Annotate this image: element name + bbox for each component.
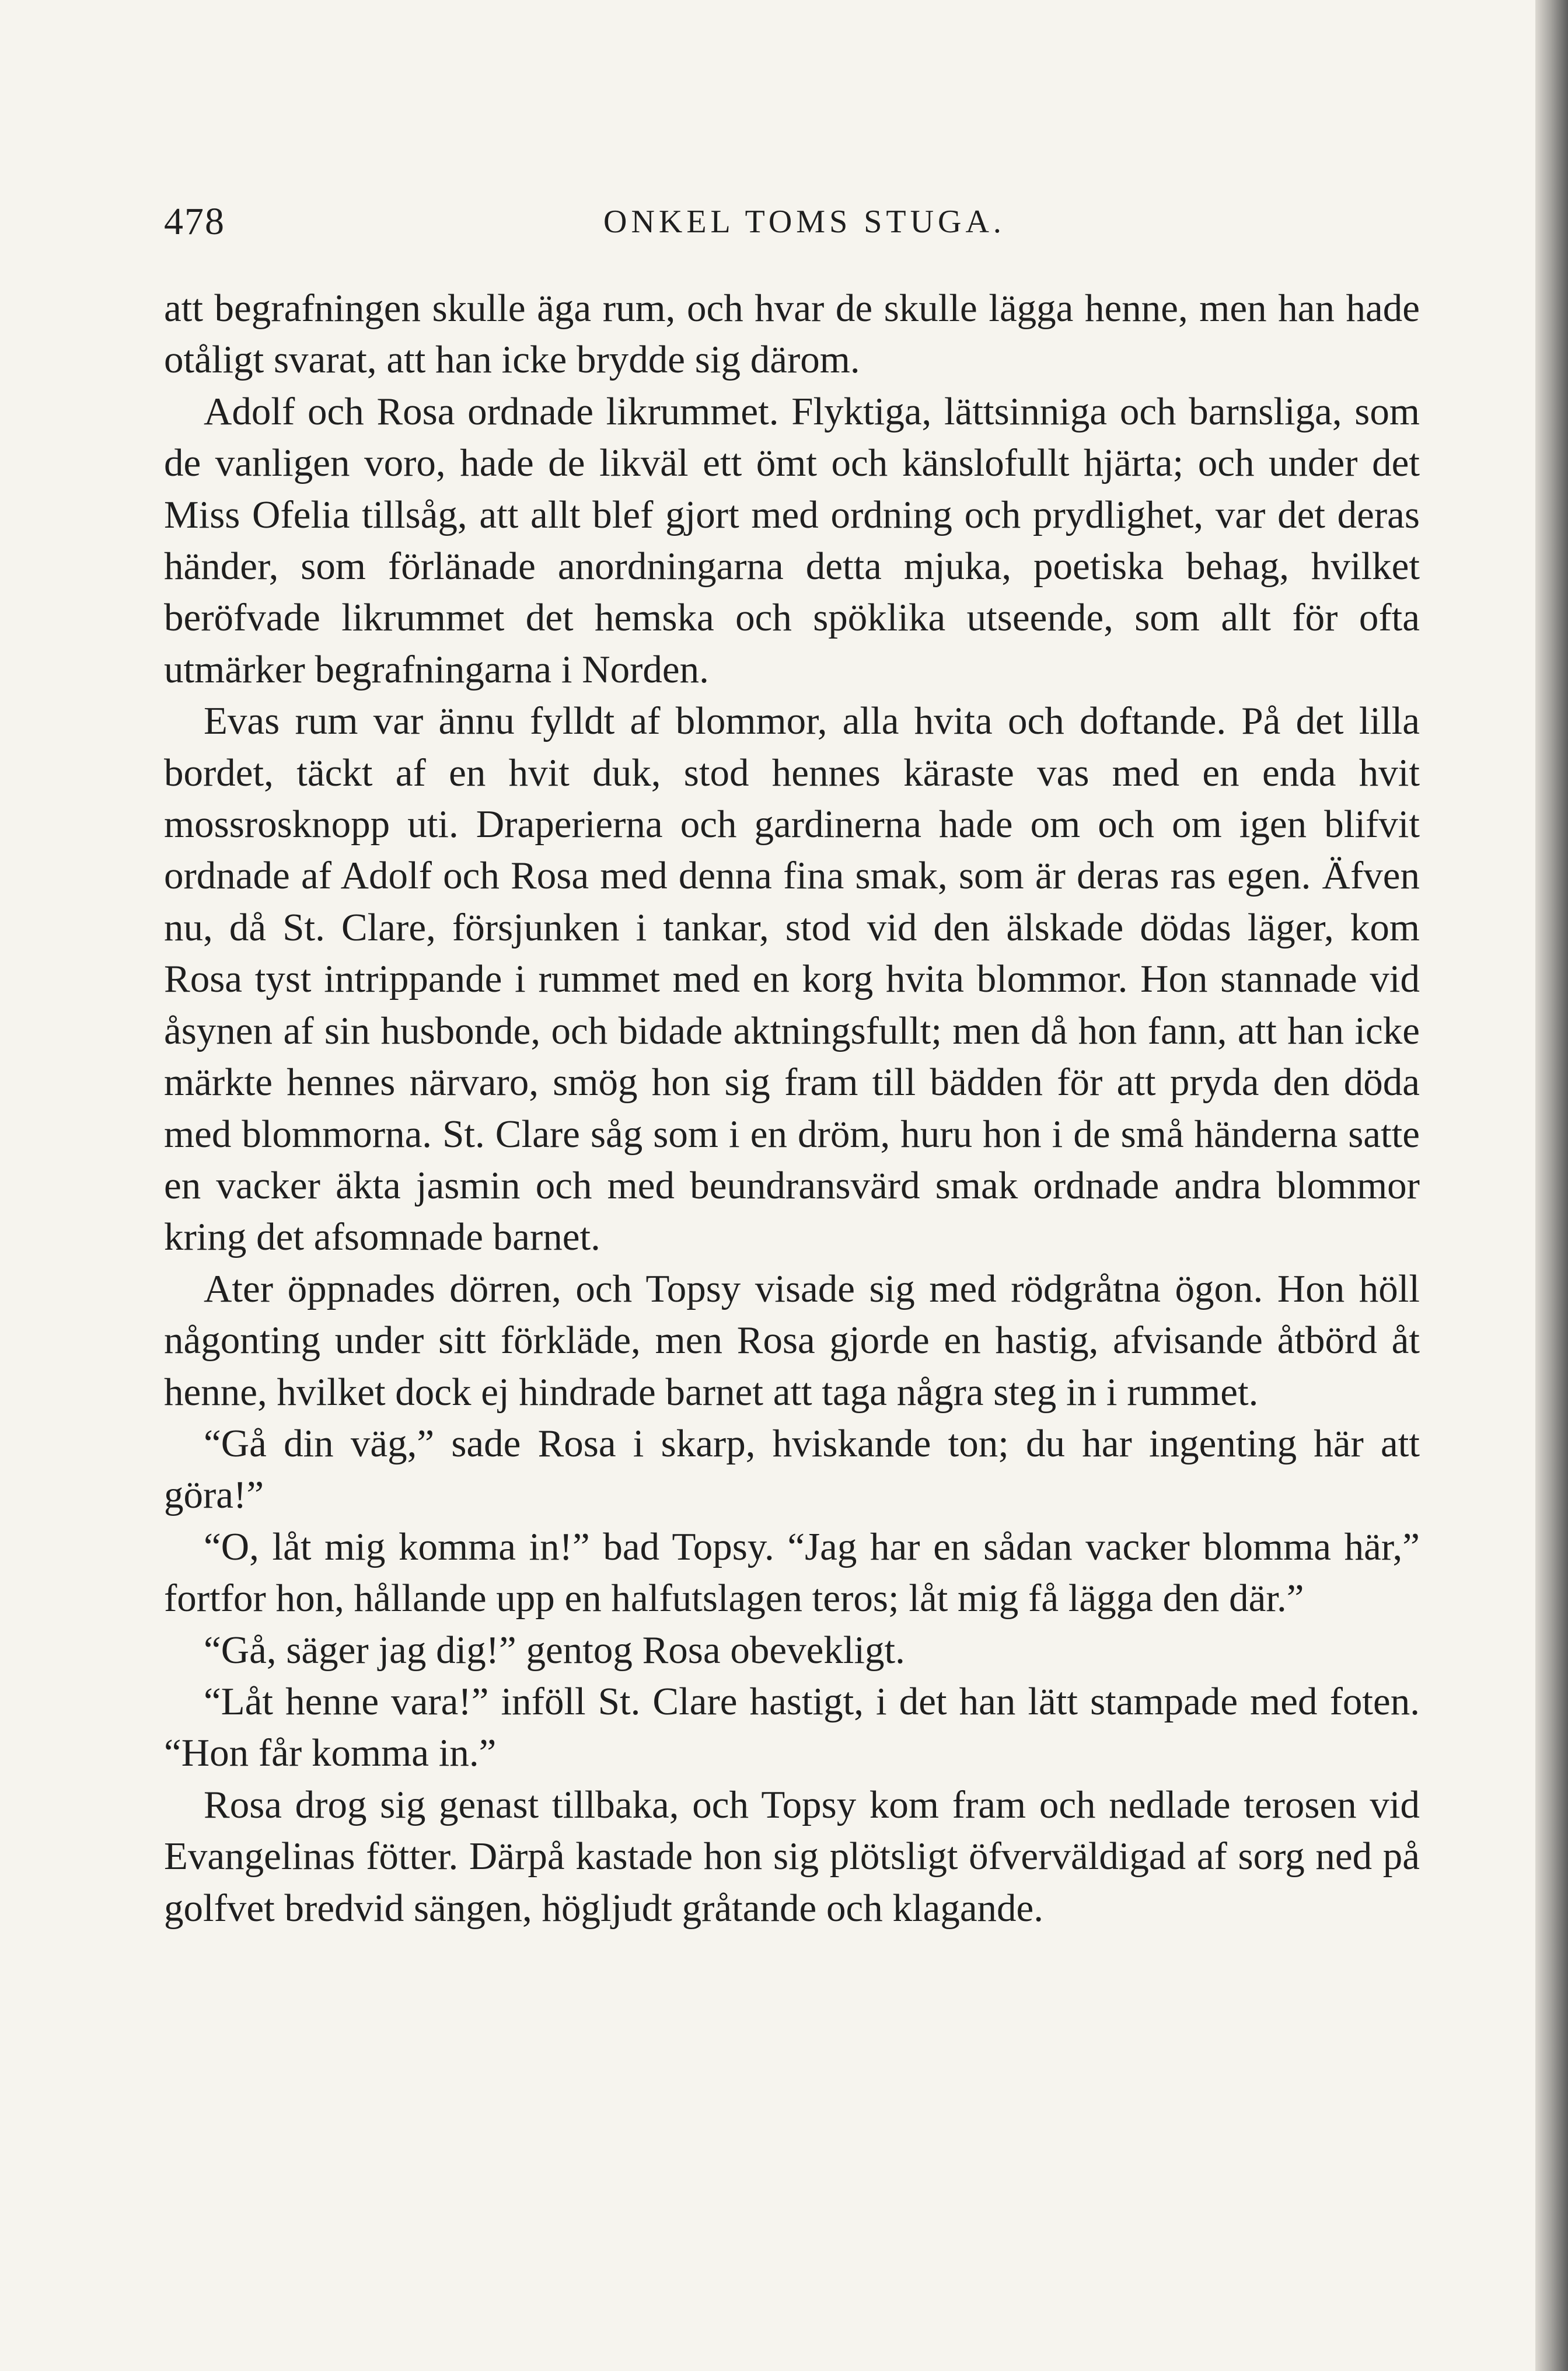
paragraph: “Gå din väg,” sade Rosa i skarp, hviskande ton; du har ingenting här att göra!” (164, 1421, 1420, 1517)
page-number: 478 (164, 200, 225, 243)
paragraph: Ater öppnades dörren, och Topsy visade sig med rödgråtna ögon. Hon höll någonting under sitt förkläde, men Rosa gjorde en hastig, afvisande åtbörd åt henne, hvilket dock ej hindrade barnet att taga några steg in i rummet. (164, 1267, 1420, 1414)
page-edge-shadow (1535, 0, 1568, 2371)
paragraph: att begrafningen skulle äga rum, och hvar de skulle lägga henne, men han hade otåligt svarat, att han icke brydde sig därom. (164, 287, 1420, 382)
paragraph: Evas rum var ännu fylldt af blommor, alla hvita och doftande. På det lilla bordet, täckt af en hvit duk, stod hennes käraste vas med en enda hvit mossrosknopp uti. Draperierna och gardinerna hade om och om igen blifvit ordnade af Adolf och Rosa med denna fina smak, som är deras ras egen. Äfven nu, då St. Clare, försjunken i tankar, stod vid den älskade dödas läger, kom Rosa tyst intrippande i rummet med en korg hvita blommor. Hon stannade vid åsynen af sin husbonde, och bidade aktningsfullt; men då hon fann, att han icke märkte hennes närvaro, smög hon sig fram till bädden för att pryda den döda med blommorna. St. Clare såg som i en dröm, huru hon i de små händerna satte en vacker äkta jasmin och med beundransvärd smak ordnade andra blommor kring det afsomnade barnet. (164, 699, 1420, 1259)
paragraph: “Låt henne vara!” inföll St. Clare hastigt, i det han lätt stampade med foten. “Hon får komma in.” (164, 1679, 1420, 1775)
paragraph: Rosa drog sig genast tillbaka, och Topsy kom fram och nedlade terosen vid Evangelinas fötter. Därpå kastade hon sig plötsligt öfverväldigad af sorg ned på golfvet bredvid sängen, högljudt gråtande och klagande. (164, 1783, 1420, 1930)
running-head: ONKEL TOMS STUGA. (603, 204, 1005, 240)
page-header (164, 190, 1436, 254)
paragraph: “Gå, säger jag dig!” gentog Rosa obevekligt. (204, 1628, 905, 1672)
paragraph: Adolf och Rosa ordnade likrummet. Flyktiga, lättsinniga och barnsliga, som de vanligen voro, hade de likväl ett ömt och känslofullt hjärta; och under det Miss Ofelia tillsåg, att allt blef gjort med ordning och prydlighet, var det deras händer, som förlänade anordningarna detta mjuka, poetiska behag, hvilket beröfvade likrummet det hemska och spöklika utseende, som allt för ofta utmärker begrafningarna i Norden. (164, 389, 1420, 691)
body-text (164, 283, 1420, 1934)
paragraph: “O, låt mig komma in!” bad Topsy. “Jag har en sådan vacker blomma här,” fortfor hon, hållande upp en halfutslagen teros; låt mig få lägga den där.” (164, 1525, 1420, 1620)
